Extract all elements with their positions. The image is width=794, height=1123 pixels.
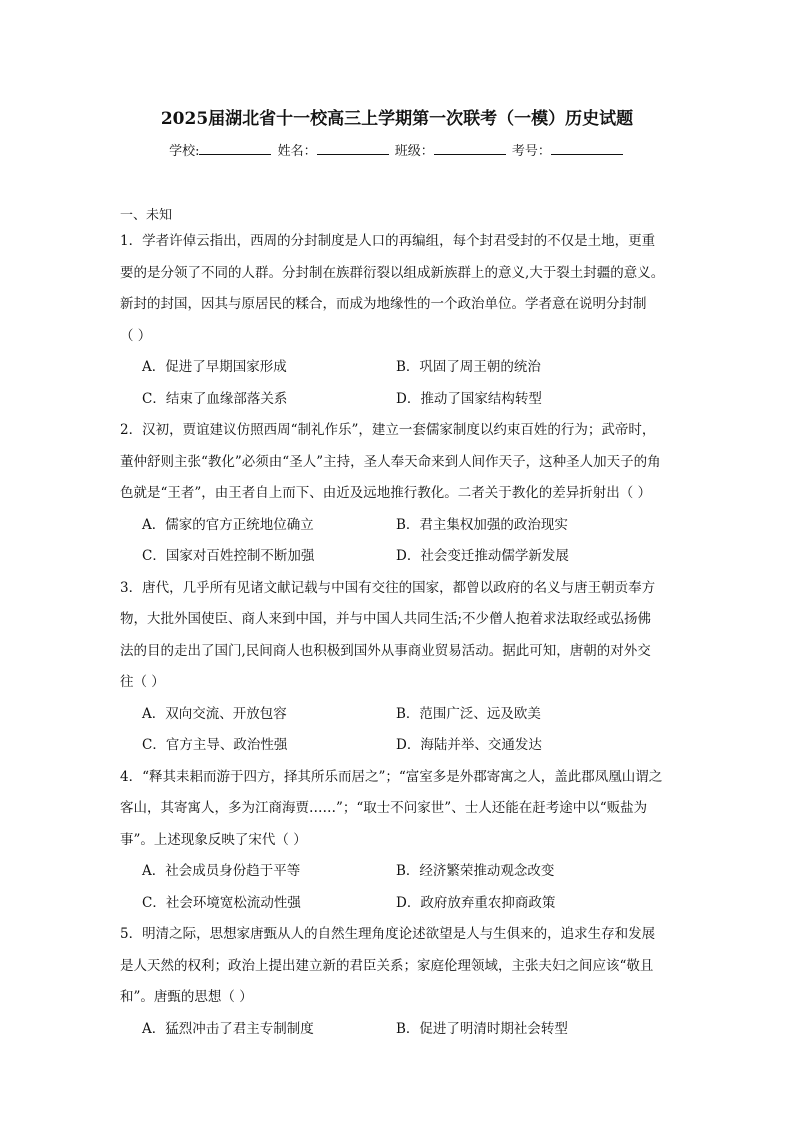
question-3 bbox=[120, 573, 680, 762]
option-c[interactable]: C．国家对百姓控制不断加强 bbox=[142, 548, 315, 564]
option-d[interactable]: D．推动了国家结构转型 bbox=[396, 390, 542, 407]
student-info-line bbox=[0, 140, 794, 159]
options-row bbox=[120, 541, 680, 573]
option-a[interactable]: A．猛烈冲击了君主专制制度 bbox=[142, 1020, 314, 1037]
option-a[interactable]: A．促进了早期国家形成 bbox=[142, 359, 287, 375]
option-a[interactable]: A．社会成员身份趋于平等 bbox=[142, 863, 301, 879]
questions-container bbox=[120, 226, 680, 1045]
question-text-line: 色就是“王者”，由王者自上而下、由近及远地推行教化。二者关于教化的差异折射出（ ） bbox=[120, 485, 652, 501]
question-text-line: 物，大批外国使臣、商人来到中国，并与中国人共同生活;不少僧人抱着求法取经或弘扬佛 bbox=[120, 611, 652, 627]
option-d[interactable]: D．社会变迁推动儒学新发展 bbox=[396, 548, 569, 564]
question-text-line: 5．明清之际，思想家唐甄从人的自然生理角度论述欲望是人与生俱来的，追求生存和发展 bbox=[120, 926, 656, 942]
options-row bbox=[120, 352, 680, 384]
option-d[interactable]: D．政府放弃重农抑商政策 bbox=[396, 894, 556, 911]
question-text-line: （ ） bbox=[120, 327, 152, 344]
options-row bbox=[120, 384, 680, 416]
question-text-line: 4．“释其耒耜而游于四方，择其所乐而居之”；“富室多是外郡寄寓之人，盖此郡凤凰山谓之 bbox=[120, 768, 663, 785]
question-text-line: 新封的封国，因其与原居民的糅合，而成为地缘性的一个政治单位。学者意在说明分封制 bbox=[120, 296, 647, 312]
question-text-line: 1．学者许倬云指出，西周的分封制度是人口的再编组，每个封君受封的不仅是土地，更重 bbox=[120, 233, 656, 249]
option-a[interactable]: A．双向交流、开放包容 bbox=[142, 705, 287, 722]
exam-title: 2025届湖北省十一校高三上学期第一次联考（一模）历史试题 bbox=[160, 109, 634, 129]
exam-number-label: 考号： bbox=[511, 144, 551, 159]
option-a[interactable]: A．儒家的官方正统地位确立 bbox=[142, 516, 314, 533]
question-text-line: 3．唐代，几乎所有见诸文献记载与中国有交往的国家，都曾以政府的名义与唐王朝贡奉方 bbox=[120, 579, 656, 596]
question-text-line: 和”。唐甄的思想（ ） bbox=[120, 989, 253, 1005]
class-label: 班级： bbox=[394, 144, 434, 159]
option-c[interactable]: C．社会环境宽松流动性强 bbox=[142, 894, 301, 911]
question-text-line: 事”。上述现象反映了宋代（ ） bbox=[120, 831, 307, 848]
option-c[interactable]: C．结束了血缘部落关系 bbox=[142, 390, 288, 407]
school-blank[interactable] bbox=[199, 142, 271, 155]
section-heading: 一、未知 bbox=[120, 208, 173, 223]
name-blank[interactable] bbox=[317, 142, 389, 155]
question-text-line: 是人天然的权利；政治上提出建立新的君臣关系；家庭伦理领域，主张夫妇之间应该“敬且 bbox=[120, 957, 654, 974]
question-text-line: 要的是分领了不同的人群。分封制在族群衍裂以组成新族群上的意义,大于裂土封疆的意义。 bbox=[120, 264, 665, 281]
option-b[interactable]: B．经济繁荣推动观念改变 bbox=[396, 863, 555, 879]
option-c[interactable]: C．官方主导、政治性强 bbox=[142, 737, 288, 753]
options-row bbox=[120, 888, 680, 920]
question-5 bbox=[120, 919, 680, 1045]
question-1 bbox=[120, 226, 680, 415]
question-text-line: 客山，其寄寓人，多为江商海贾……”；“取士不问家世”、士人还能在赶考途中以“贩盐为 bbox=[120, 800, 648, 816]
option-b[interactable]: B．君主集权加强的政治现实 bbox=[396, 516, 568, 533]
option-b[interactable]: B．巩固了周王朝的统治 bbox=[396, 359, 541, 375]
options-row bbox=[120, 699, 680, 731]
option-d[interactable]: D．海陆并举、交通发达 bbox=[396, 737, 542, 753]
question-text-line: 董仲舒则主张“教化”必须由“圣人”主持，圣人奉天命来到人间作天子，这种圣人加天子的角 bbox=[120, 453, 661, 470]
option-b[interactable]: B．范围广泛、远及欧美 bbox=[396, 705, 541, 722]
question-text-line: 法的目的走出了国门,民间商人也积极到国外从事商业贸易活动。据此可知，唐朝的对外交 bbox=[120, 642, 651, 659]
options-row bbox=[120, 856, 680, 888]
option-b[interactable]: B．促进了明清时期社会转型 bbox=[396, 1020, 568, 1037]
question-2 bbox=[120, 415, 680, 573]
school-label: 学校: bbox=[169, 144, 200, 159]
options-row bbox=[120, 510, 680, 542]
options-row bbox=[120, 1014, 680, 1046]
question-4 bbox=[120, 762, 680, 920]
options-row bbox=[120, 730, 680, 762]
question-text-line: 往（ ） bbox=[120, 674, 165, 690]
question-text-line: 2．汉初，贾谊建议仿照西周“制礼作乐”，建立一套儒家制度以约束百姓的行为；武帝时， bbox=[120, 422, 656, 438]
exam-number-blank[interactable] bbox=[551, 142, 623, 155]
name-label: 姓名： bbox=[277, 144, 317, 159]
class-blank[interactable] bbox=[434, 142, 506, 155]
